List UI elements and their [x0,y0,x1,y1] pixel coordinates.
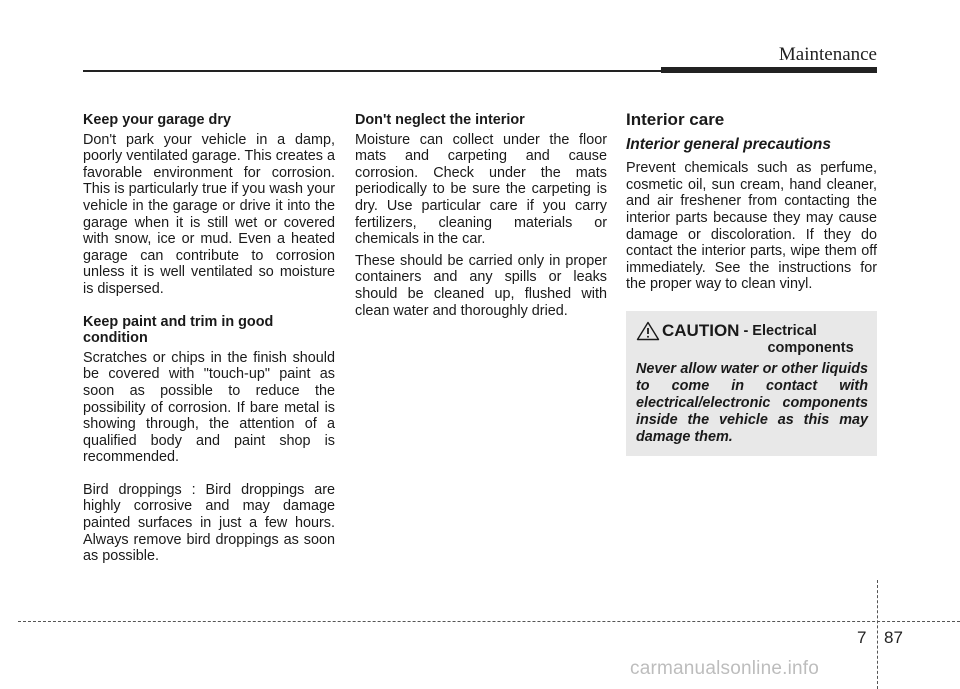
page-number: 87 [884,628,903,647]
caution-box [626,311,877,456]
footer-dashed-divider [877,580,878,689]
caution-label: CAUTION [662,321,740,340]
footer-dashed-rule [18,621,960,622]
paragraph-paint-trim: Scratches or chips in the finish should be covered with "touch-up" paint as soon as possible to reduce the possibility of corrosion. If bare metal is showing through, the attention of a qualified body and paint shop is recommended. [83,349,335,466]
column-left [83,112,335,570]
caution-subject [743,321,853,357]
column-middle [355,112,607,324]
section-title-interior-care: Interior care [626,110,725,129]
heading-interior-neglect: Don't neglect the interior [355,112,525,128]
caution-subject-line1: - Electrical [743,323,817,339]
paragraph-garage-dry: Don't park your vehicle in a damp, poorly ventilated garage. This creates a favorable environment for corrosion. This is particularly true if you wash your vehicle in the garage or drive it into the garage when it is still wet or covered with snow, ice or mud. Even a heated garage can contribute to corrosion unless it is well ventilated so moisture is dispersed. [83,131,335,297]
heading-paint-trim: Keep paint and trim in good condition [83,313,274,347]
header-rule [83,70,661,72]
paragraph-moisture: Moisture can collect under the floor mats and carpeting and cause corrosion. Check under the mats periodically to be sure the carpeting is dry. Use particular care if you carry fertilizers, cleaning materials or chemicals in the car. [355,131,607,248]
column-right [626,112,877,298]
watermark-text: carmanualsonline.info [630,658,820,679]
caution-subject-line2: components [767,340,854,356]
heading-garage-dry: Keep your garage dry [83,112,231,128]
header-accent-bar [661,67,877,73]
caution-header [636,321,854,357]
chapter-number: 7 [857,628,867,647]
page-header-title: Maintenance [778,44,877,65]
warning-triangle-icon [636,321,660,341]
paragraph-bird-droppings: Bird droppings : Bird droppings are highly corrosive and may damage painted surfaces in just a few hours. Always remove bird droppings as soon as possible. [83,481,335,565]
subtitle-interior-precautions: Interior general precautions [626,135,831,153]
paragraph-containers: These should be carried only in proper containers and any spills or leaks should be cleaned up, flushed with clean water and thoroughly dried. [355,252,607,319]
paragraph-chemicals: Prevent chemicals such as perfume, cosmetic oil, sun cream, hand cleaner, and air freshener from contacting the interior parts because they may cause damage or discoloration. If they do contact the interior parts, wipe them off immediately. See the instructions for the proper way to clean vinyl. [626,160,877,293]
caution-text: Never allow water or other liquids to come in contact with electrical/electronic components inside the vehicle as this may damage them. [636,361,868,445]
